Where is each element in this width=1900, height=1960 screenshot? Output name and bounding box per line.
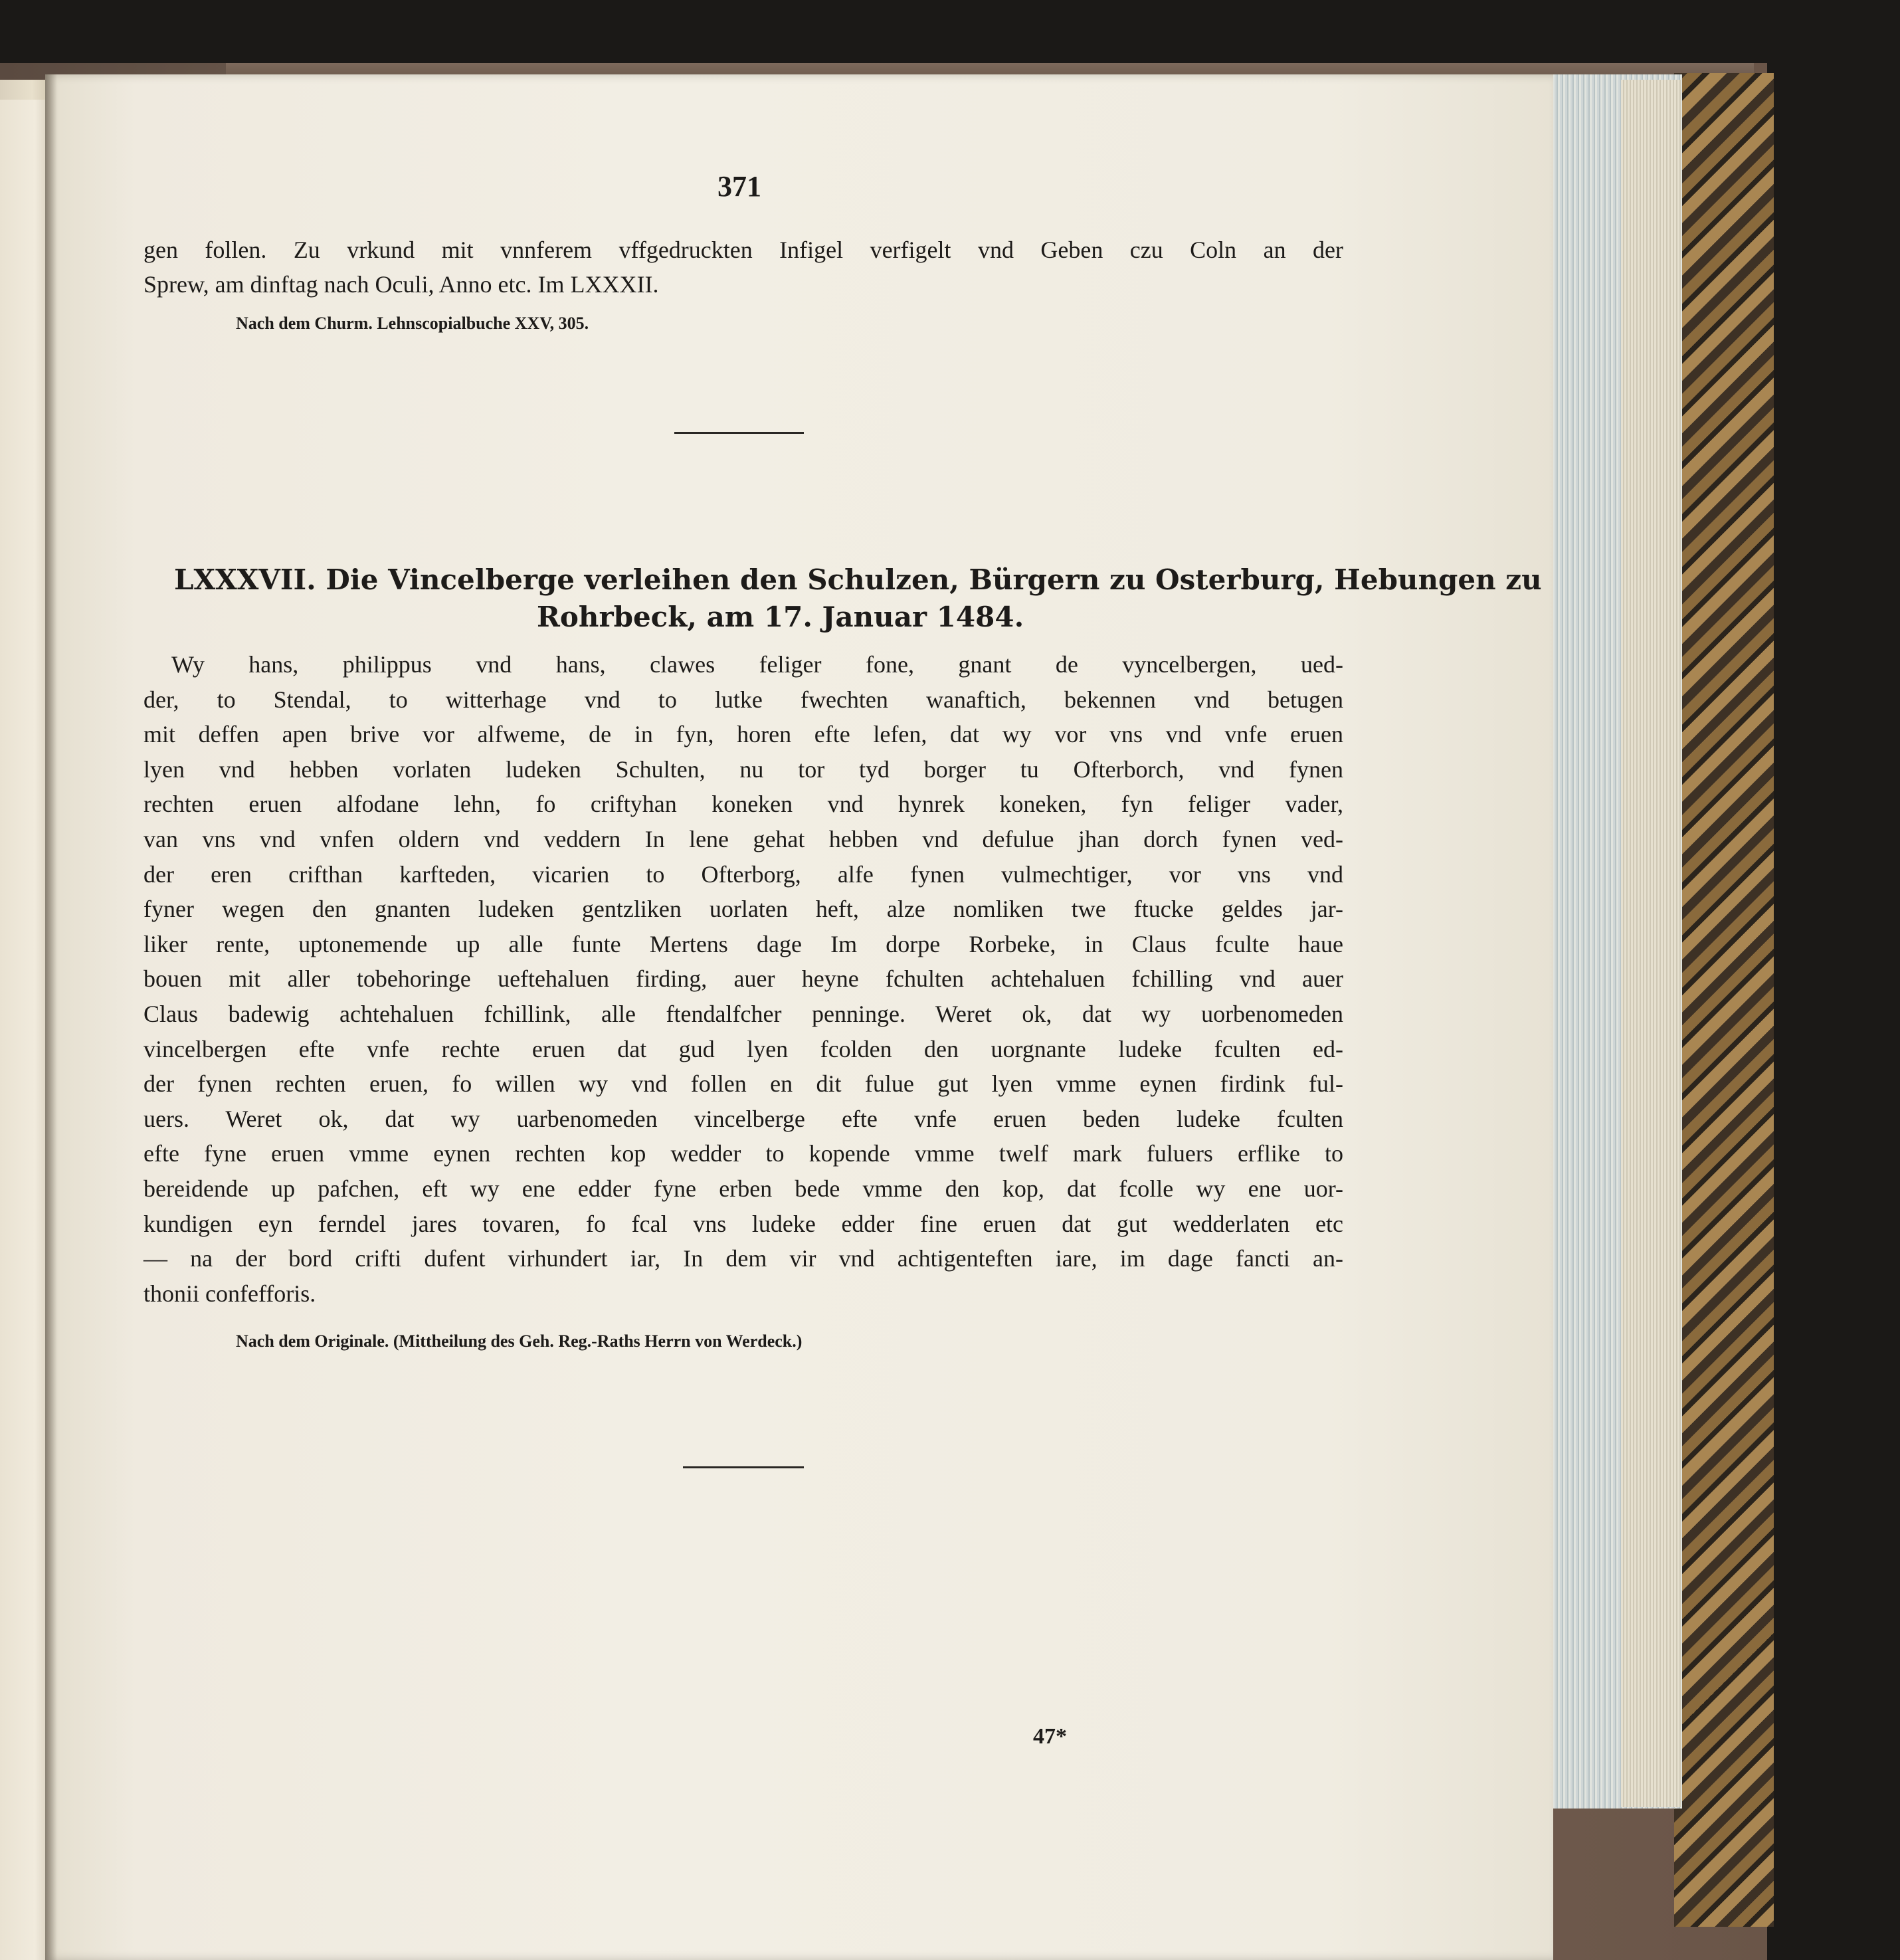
document-heading-line-1: LXXXVII. Die Vincelberge verleihen den Schulzen, Bürgern zu Osterburg, Hebungen zu xyxy=(174,563,1542,596)
body-line: uers. Weret ok, dat wy uarbenomeden vincelberge efte vnfe eruen beden ludeke fculten xyxy=(143,1106,1343,1132)
body-line: van vns vnd vnfen oldern vnd veddern In lene gehat hebben vnd defulue jhan dorch fynen ved- xyxy=(143,826,1343,852)
body-line: bouen mit aller tobehoringe ueftehaluen firding, auer heyne fchulten achtehaluen fchilling vnd auer xyxy=(143,965,1343,992)
body-line: fyner wegen den gnanten ludeken gentzliken uorlaten heft, alze nomliken twe ftucke geldes jar- xyxy=(143,896,1343,922)
body-line: der fynen rechten eruen, fo willen wy vnd follen en dit fulue gut lyen vmme eynen firdink ful- xyxy=(143,1070,1343,1097)
body-line: der, to Stendal, to witterhage vnd to lutke fwechten wanaftich, bekennen vnd betugen xyxy=(143,686,1343,713)
gutter-shadow xyxy=(45,74,57,1960)
body-line: lyen vnd hebben vorlaten ludeken Schulten, nu tor tyd borger tu Ofterborch, vnd fynen xyxy=(143,756,1343,783)
body-line: Wy hans, philippus vnd hans, clawes feliger fone, gnant de vyncelbergen, ued- xyxy=(171,651,1343,678)
printer-signature: 47* xyxy=(1033,1724,1067,1749)
document-heading-line-2: Rohrbeck, am 17. Januar 1484. xyxy=(537,601,1024,633)
divider-rule-top xyxy=(674,432,804,434)
body-source-note: Nach dem Originale. (Mittheilung des Geh. Reg.-Raths Herrn von Werdeck.) xyxy=(236,1331,803,1351)
body-line: der eren crifthan karfteden, vicarien to Ofterborg, alfe fynen vulmechtiger, vor vns vnd xyxy=(143,861,1343,888)
top-source-note: Nach dem Churm. Lehnscopialbuche XXV, 305. xyxy=(236,314,589,333)
body-line: thonii confefforis. xyxy=(143,1280,316,1307)
body-line: Claus badewig achtehaluen fchillink, alle ftendalfcher penninge. Weret ok, dat wy uorbenomeden xyxy=(143,1001,1343,1027)
body-line: rechten eruen alfodane lehn, fo criftyhan koneken vnd hynrek koneken, fyn feliger vader, xyxy=(143,791,1343,817)
body-line: mit deffen apen brive vor alfweme, de in fyn, horen efte lefen, dat wy vor vns vnd vnfe eruen xyxy=(143,721,1343,747)
body-line: bereidende up pafchen, eft wy ene edder fyne erben bede vmme den kop, dat fcolle wy ene uor- xyxy=(143,1175,1343,1202)
body-line: vincelbergen efte vnfe rechte eruen dat gud lyen fcolden den uorgnante ludeke fculten ed- xyxy=(143,1036,1343,1062)
left-page-edge xyxy=(0,100,50,1960)
body-line: kundigen eyn ferndel jares tovaren, fo fcal vns ludeke edder fine eruen dat gut wedderlaten etc xyxy=(143,1211,1343,1237)
marbled-endpaper xyxy=(1674,73,1774,1927)
body-line: — na der bord crifti dufent virhundert iar, In dem vir vnd achtigenteften iare, im dage fancti an- xyxy=(143,1245,1343,1272)
top-line-1: gen follen. Zu vrkund mit vnnferem vffgedruckten Infigel verfigelt vnd Geben czu Coln an der xyxy=(143,237,1343,263)
body-line: liker rente, uptonemende up alle funte Mertens dage Im dorpe Rorbeke, in Claus fculte haue xyxy=(143,931,1343,957)
divider-rule-bottom xyxy=(683,1466,804,1468)
top-line-2: Sprew, am dinftag nach Oculi, Anno etc. Im LXXXII. xyxy=(143,271,659,298)
page-number: 371 xyxy=(717,170,761,203)
page-block-edges-inner xyxy=(1621,80,1681,1807)
body-line: efte fyne eruen vmme eynen rechten kop wedder to kopende vmme twelf mark fuluers erflike to xyxy=(143,1140,1343,1167)
